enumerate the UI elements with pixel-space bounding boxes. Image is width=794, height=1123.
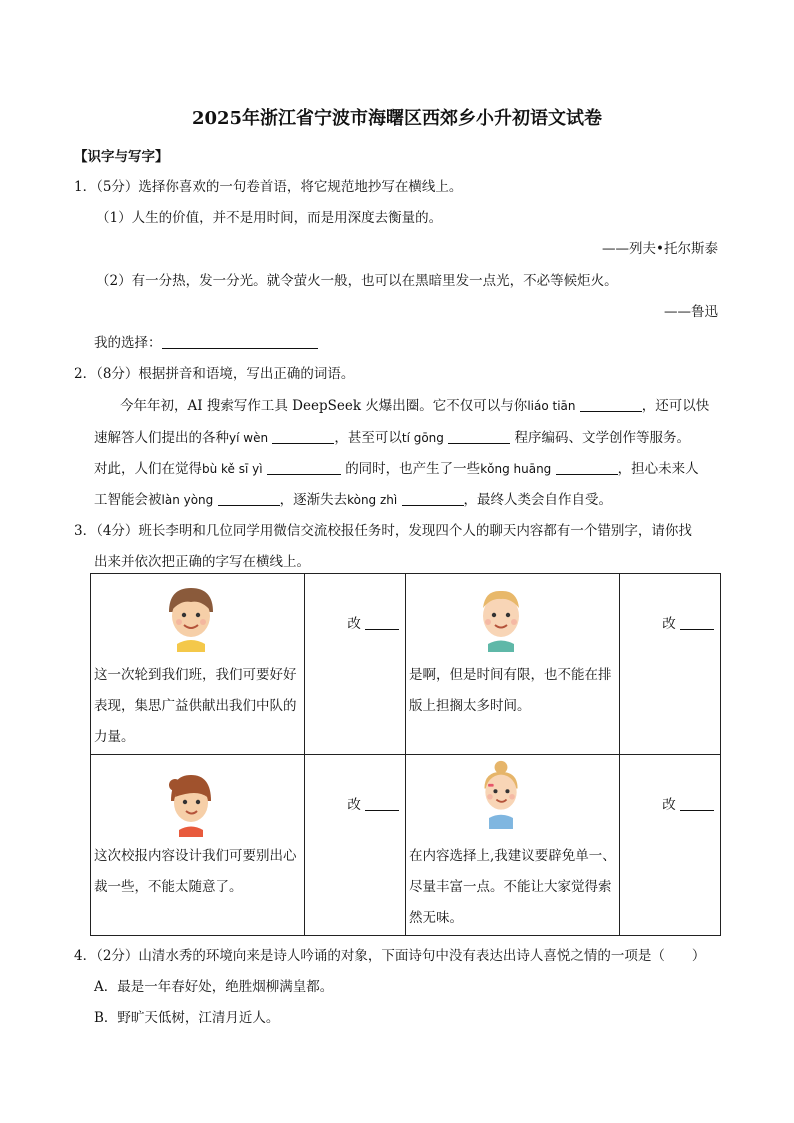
q2-text: ，逐渐失去 <box>279 492 348 508</box>
q2-text: ，还可以快 <box>641 398 710 414</box>
q2-blank-4[interactable] <box>267 460 341 475</box>
fix-label: 改 <box>662 797 676 813</box>
q1-answer-blank[interactable] <box>162 334 318 349</box>
chat-cell-4 <box>405 755 619 936</box>
pinyin-yiwen: yí wèn <box>229 431 269 445</box>
q2-line-1 <box>120 394 709 414</box>
q2-text: ，最终人类会自作自受。 <box>463 492 613 508</box>
fix-blank-4[interactable] <box>680 796 714 811</box>
girl-avatar-icon <box>161 767 221 837</box>
q2-text: 工智能会被 <box>94 492 162 508</box>
q2-blank-5[interactable] <box>556 460 618 475</box>
q2-line-2 <box>94 426 690 446</box>
chat-cell-2 <box>405 574 619 755</box>
q2-blank-7[interactable] <box>402 491 464 506</box>
q1-author-2: ——鲁迅 <box>664 304 718 320</box>
chat-message-2: 是啊，但是时间有限，也不能在排版上担搁太多时间。 <box>408 667 612 714</box>
fix-cell-3 <box>305 755 406 936</box>
pinyin-liaotian: liáo tiān <box>527 399 576 413</box>
boy-avatar-icon <box>471 582 531 652</box>
pinyin-konghuang: kǒng huāng <box>480 462 552 476</box>
pinyin-tigong: tí gōng <box>401 431 444 445</box>
chat-table <box>90 573 721 936</box>
pinyin-kongzhi: kòng zhì <box>347 493 398 507</box>
fix-label: 改 <box>662 616 676 632</box>
q2-blank-6[interactable] <box>218 491 280 506</box>
q2-text: ，担心未来人 <box>617 461 699 477</box>
fix-blank-3[interactable] <box>365 796 399 811</box>
q2-blank-3[interactable] <box>448 429 510 444</box>
q1-author-1: ——列夫•托尔斯泰 <box>602 241 718 257</box>
q2-line-3 <box>94 457 699 477</box>
section-heading: 【识字与写字】 <box>74 149 169 165</box>
q4-stem: 4．（2分）山清水秀的环境向来是诗人吟诵的对象，下面诗句中没有表达出诗人喜悦之情的一项是（ ） <box>74 948 706 964</box>
fix-blank-2[interactable] <box>680 615 714 630</box>
fix-cell-4 <box>620 755 721 936</box>
q3-stem-1: 3．（4分）班长李明和几位同学用微信交流校报任务时，发现四个人的聊天内容都有一个错别字，请你找 <box>74 523 692 539</box>
q2-text: 速解答人们提出的各种 <box>94 430 229 446</box>
q1-option-2: （2）有一分热，发一分光。就令萤火一般，也可以在黑暗里发一点光，不必等候炬火。 <box>96 273 618 289</box>
pinyin-lanyong: làn yòng <box>161 493 214 507</box>
fix-label: 改 <box>347 616 361 632</box>
q1-option-1: （1）人生的价值，并不是用时间，而是用深度去衡量的。 <box>96 210 443 226</box>
q2-text: 对此，人们在觉得 <box>94 461 202 477</box>
q3-stem-2: 出来并依次把正确的字写在横线上。 <box>94 554 310 570</box>
q2-line-4 <box>94 488 612 508</box>
fix-cell-2 <box>620 574 721 755</box>
chat-cell-3 <box>91 755 305 936</box>
q4-option-b[interactable]: B．野旷天低树，江清月近人。 <box>94 1010 280 1026</box>
q4-option-a[interactable]: A．最是一年春好处，绝胜烟柳满皇都。 <box>94 979 334 995</box>
girl-avatar-icon <box>471 759 531 829</box>
q2-text: 程序编码、文学创作等服务。 <box>514 430 690 446</box>
fix-blank-1[interactable] <box>365 615 399 630</box>
q1-choice-line <box>94 331 318 351</box>
boy-avatar-icon <box>161 582 221 652</box>
q2-blank-2[interactable] <box>272 429 334 444</box>
chat-cell-1 <box>91 574 305 755</box>
q2-stem: 2．（8分）根据拼音和语境，写出正确的词语。 <box>74 366 355 382</box>
chat-message-4: 在内容选择上,我建议要辟免单一、尽量丰富一点。不能让大家觉得索然无味。 <box>408 848 616 926</box>
q1-choice-label: 我的选择： <box>94 335 162 351</box>
pinyin-bukesiyi: bù kě sī yì <box>202 462 263 476</box>
q2-blank-1[interactable] <box>580 397 642 412</box>
chat-message-1: 这一次轮到我们班，我们可要好好表现，集思广益供献出我们中队的力量。 <box>94 667 297 745</box>
fix-cell-1 <box>305 574 406 755</box>
q2-text: 的同时，也产生了一些 <box>345 461 481 477</box>
chat-message-3: 这次校报内容设计我们可要别出心裁一些，不能太随意了。 <box>94 848 297 895</box>
page-title: 2025年浙江省宁波市海曙区西郊乡小升初语文试卷 <box>191 108 603 129</box>
q2-text: 今年年初，AI 搜索写作工具 DeepSeek 火爆出圈。它不仅可以与你 <box>120 398 528 414</box>
q1-stem: 1．（5分）选择你喜欢的一句卷首语，将它规范地抄写在横线上。 <box>74 179 463 195</box>
fix-label: 改 <box>347 797 361 813</box>
q2-text: ，甚至可以 <box>334 430 402 446</box>
